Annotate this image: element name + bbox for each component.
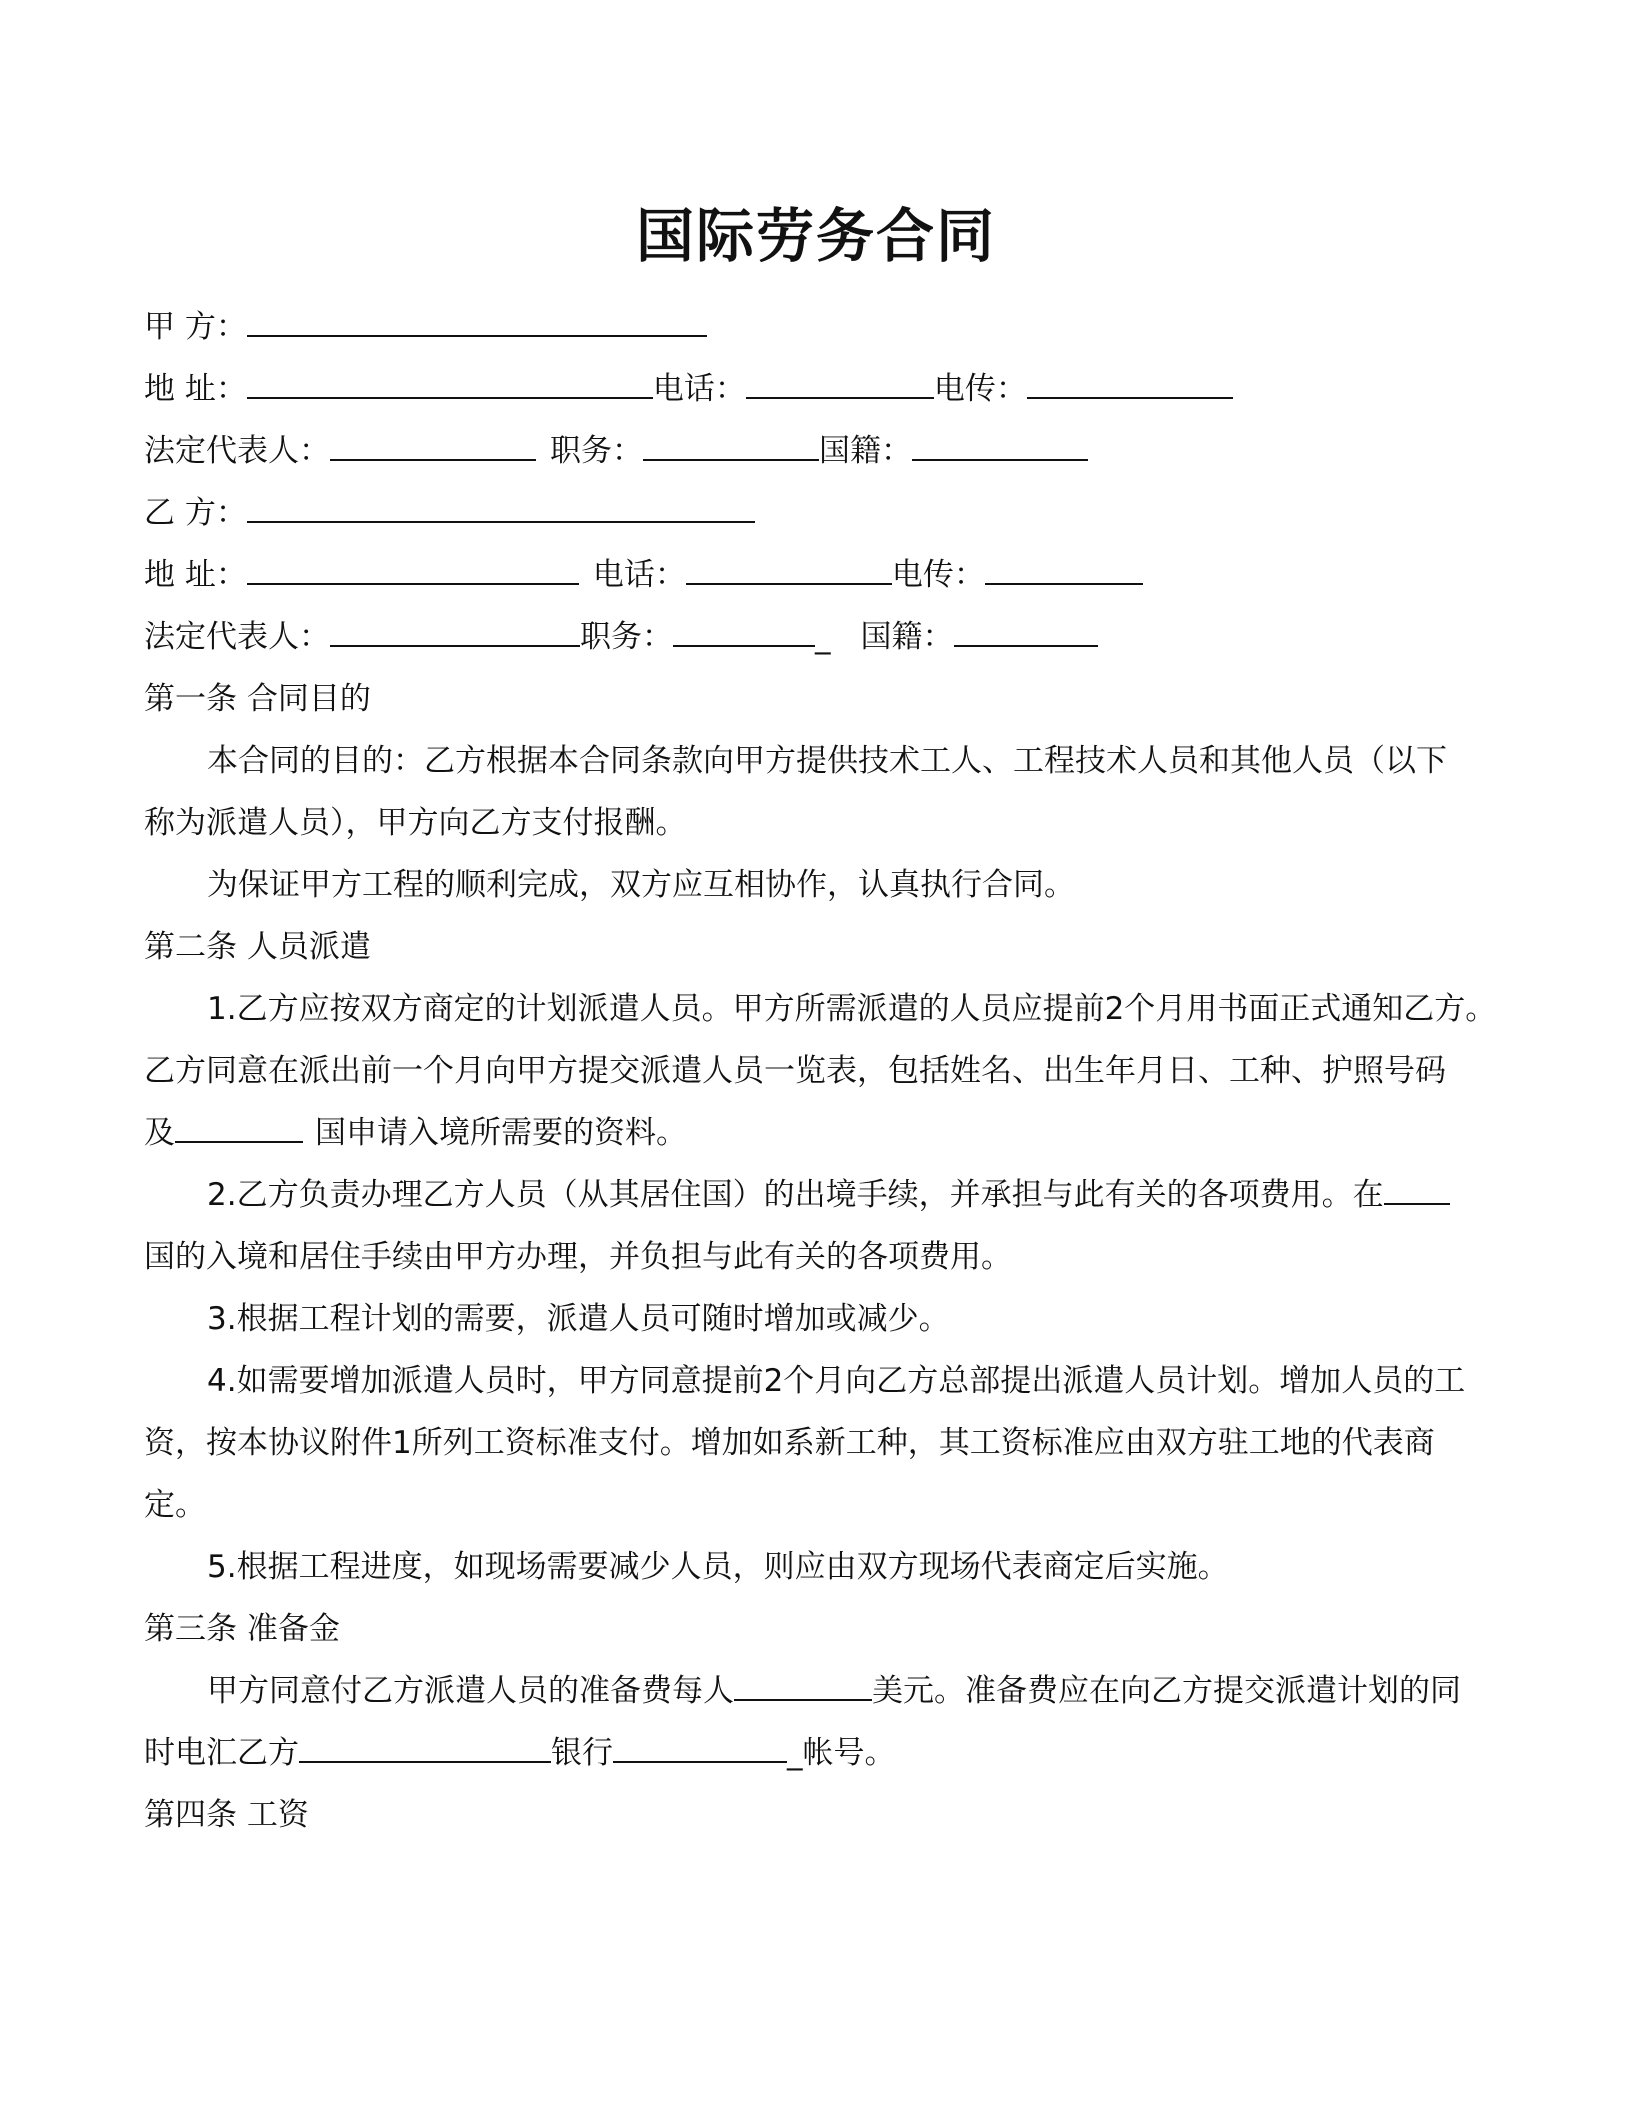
bank-name-blank[interactable] bbox=[299, 1735, 551, 1763]
article-1-para-2: 为保证甲方工程的顺利完成，双方应互相协作，认真执行合同。 bbox=[207, 867, 1075, 903]
party-b-nationality-blank[interactable] bbox=[954, 619, 1098, 647]
party-a-position-label: 职务： bbox=[550, 433, 643, 469]
article-1-heading: 第一条 合同目的 bbox=[144, 681, 371, 717]
article-2-item-3: 3.根据工程计划的需要，派遣人员可随时增加或减少。 bbox=[207, 1301, 950, 1337]
party-b-rep-row bbox=[144, 606, 1524, 668]
party-a-rep-row bbox=[144, 420, 1524, 482]
article-3-line-2 bbox=[144, 1722, 1524, 1784]
party-a-nationality-blank[interactable] bbox=[912, 433, 1088, 461]
article-4-heading: 第四条 工资 bbox=[144, 1797, 309, 1833]
party-a-nationality-label: 国籍： bbox=[819, 433, 912, 469]
party-b-nationality-label: 国籍： bbox=[860, 619, 954, 655]
preparation-fee-blank[interactable] bbox=[734, 1673, 872, 1701]
account-number-blank[interactable] bbox=[613, 1735, 787, 1763]
party-b-position-trailer: _ bbox=[815, 619, 831, 655]
party-a-fax-blank[interactable] bbox=[1027, 371, 1233, 399]
party-a-phone-blank[interactable] bbox=[746, 371, 934, 399]
party-a-rep-blank[interactable] bbox=[330, 433, 536, 461]
article-3-line-2-pre: 时电汇乙方 bbox=[144, 1735, 299, 1771]
party-b-position-blank[interactable] bbox=[673, 619, 815, 647]
party-b-position-label: 职务： bbox=[580, 619, 673, 655]
host-country-blank[interactable] bbox=[1384, 1177, 1450, 1205]
party-a-address-blank[interactable] bbox=[247, 371, 653, 399]
party-a-rep-label: 法定代表人： bbox=[144, 433, 330, 469]
article-2-item-4-line-3: 定。 bbox=[144, 1487, 206, 1523]
article-1-para-1-line-2: 称为派遣人员），甲方向乙方支付报酬。 bbox=[144, 805, 687, 841]
article-2-heading: 第二条 人员派遣 bbox=[144, 929, 371, 965]
party-b-address-row bbox=[144, 544, 1524, 606]
party-b-name-row bbox=[144, 482, 1524, 544]
party-a-phone-label: 电话： bbox=[652, 371, 746, 407]
article-3-line-2-mid: 银行 bbox=[551, 1735, 613, 1771]
article-3-line-1 bbox=[207, 1660, 1527, 1722]
party-a-address-label: 地 址： bbox=[144, 371, 247, 407]
party-b-address-label: 地 址： bbox=[144, 557, 247, 593]
article-2-item-1-line-2: 乙方同意在派出前一个月向甲方提交派遣人员一览表，包括姓名、出生年月日、工种、护照号码 bbox=[144, 1053, 1446, 1089]
article-3-line-1-post: 美元。准备费应在向乙方提交派遣计划的同 bbox=[872, 1673, 1461, 1709]
party-a-name-row bbox=[144, 296, 1524, 358]
party-a-fax-label: 电传： bbox=[933, 371, 1027, 407]
party-a-name-blank[interactable] bbox=[247, 309, 707, 337]
party-a-address-row bbox=[144, 358, 1524, 420]
article-2-item-1-line-3-pre: 及 bbox=[144, 1115, 175, 1151]
document-title: 国际劳务合同 bbox=[635, 202, 996, 270]
article-2-item-1-line-3-post: 国申请入境所需要的资料。 bbox=[315, 1115, 687, 1151]
article-1-para-1-line-1: 本合同的目的：乙方根据本合同条款向甲方提供技术工人、工程技术人员和其他人员（以下 bbox=[207, 743, 1447, 779]
article-2-item-5: 5.根据工程进度，如现场需要减少人员，则应由双方现场代表商定后实施。 bbox=[207, 1549, 1229, 1585]
party-b-rep-blank[interactable] bbox=[330, 619, 580, 647]
party-b-phone-label: 电话： bbox=[592, 557, 686, 593]
party-a-name-label: 甲 方： bbox=[144, 309, 247, 345]
party-b-fax-label: 电传： bbox=[891, 557, 985, 593]
article-3-line-1-pre: 甲方同意付乙方派遣人员的准备费每人 bbox=[207, 1673, 734, 1709]
party-b-phone-blank[interactable] bbox=[686, 557, 892, 585]
party-b-name-label: 乙 方： bbox=[144, 495, 247, 531]
party-b-fax-blank[interactable] bbox=[985, 557, 1143, 585]
article-2-item-4-line-1: 4.如需要增加派遣人员时，甲方同意提前2个月向乙方总部提出派遣人员计划。增加人员的工 bbox=[207, 1363, 1466, 1399]
article-2-item-2-line-1 bbox=[207, 1164, 1527, 1226]
party-b-address-blank[interactable] bbox=[247, 557, 579, 585]
entry-country-blank[interactable] bbox=[175, 1115, 303, 1143]
party-b-name-blank[interactable] bbox=[247, 495, 755, 523]
article-2-item-1-line-3 bbox=[144, 1102, 1524, 1164]
article-3-line-2-post: _帐号。 bbox=[787, 1735, 896, 1771]
article-2-item-4-line-2: 资，按本协议附件1所列工资标准支付。增加如系新工种，其工资标准应由双方驻工地的代表商 bbox=[144, 1425, 1435, 1461]
article-2-item-1-line-1: 1.乙方应按双方商定的计划派遣人员。甲方所需派遣的人员应提前2个月用书面正式通知乙方。 bbox=[207, 991, 1497, 1027]
party-a-position-blank[interactable] bbox=[643, 433, 819, 461]
article-2-item-2-line-1-pre: 2.乙方负责办理乙方人员（从其居住国）的出境手续，并承担与此有关的各项费用。在 bbox=[207, 1177, 1384, 1213]
article-2-item-2-line-2: 国的入境和居住手续由甲方办理，并负担与此有关的各项费用。 bbox=[144, 1239, 1012, 1275]
article-3-heading: 第三条 准备金 bbox=[144, 1611, 340, 1647]
party-b-rep-label: 法定代表人： bbox=[144, 619, 330, 655]
